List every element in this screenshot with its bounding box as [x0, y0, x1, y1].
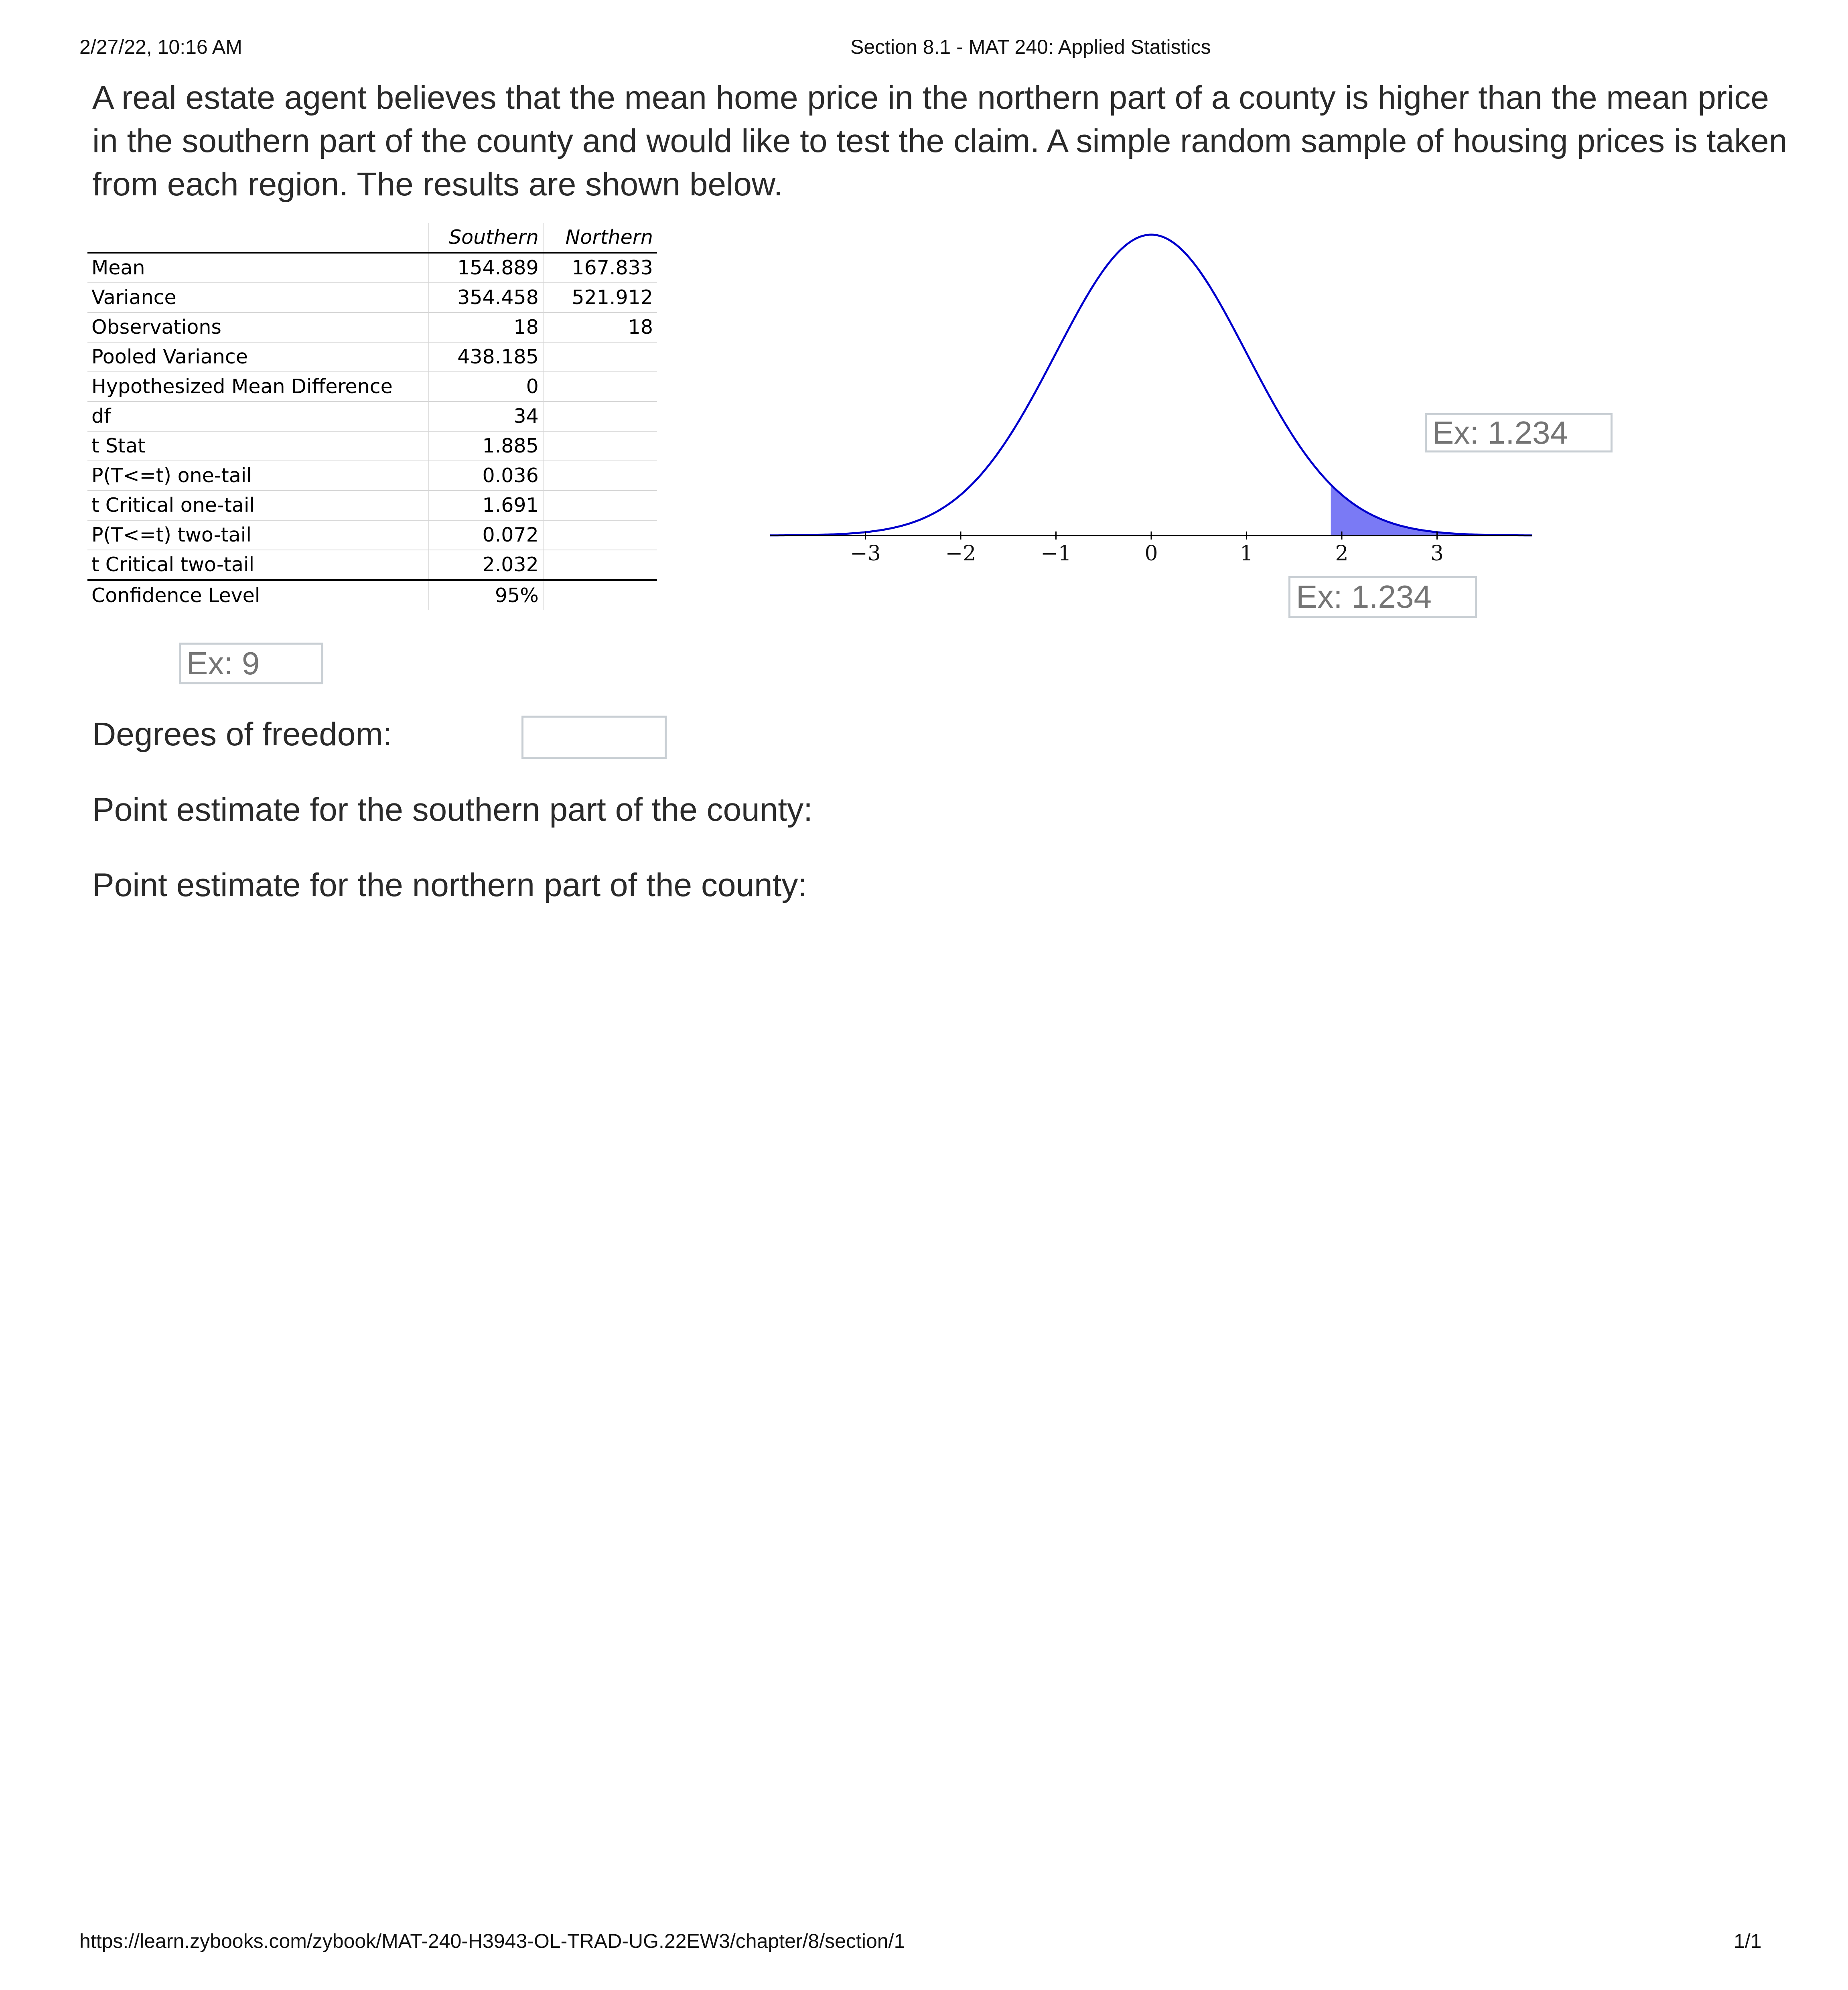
print-date: 2/27/22, 10:16 AM — [79, 36, 242, 58]
row-label: df — [87, 402, 429, 431]
row-label: Confidence Level — [87, 580, 429, 611]
degrees-of-freedom-label: Degrees of freedom: — [92, 716, 392, 753]
row-label: Hypothesized Mean Difference — [87, 372, 429, 402]
row-label: Variance — [87, 283, 429, 312]
x-tick-label: 2 — [1335, 542, 1349, 566]
table-body — [87, 253, 657, 610]
table-row — [87, 550, 657, 580]
table-row — [87, 431, 657, 461]
northern-value — [543, 550, 657, 580]
table-row — [87, 342, 657, 372]
distribution-curve — [770, 235, 1532, 536]
table-header-cell — [87, 223, 429, 253]
northern-value — [543, 431, 657, 461]
table-row — [87, 312, 657, 342]
northern-value — [543, 520, 657, 550]
critical-value-input[interactable] — [1288, 576, 1477, 618]
southern-value: 154.889 — [429, 253, 543, 283]
southern-value: 0.072 — [429, 520, 543, 550]
x-tick-label: 0 — [1144, 542, 1158, 566]
southern-value: 95% — [429, 580, 543, 611]
northern-value — [543, 372, 657, 402]
northern-value — [543, 580, 657, 611]
row-label: Observations — [87, 312, 429, 342]
northern-value — [543, 402, 657, 431]
northern-value: 167.833 — [543, 253, 657, 283]
southern-value: 0 — [429, 372, 543, 402]
x-axis-ticks — [850, 531, 1444, 566]
row-label: Pooled Variance — [87, 342, 429, 372]
northern-value — [543, 342, 657, 372]
row-label: P(T<=t) one-tail — [87, 461, 429, 491]
southern-value: 1.885 — [429, 431, 543, 461]
row-label: P(T<=t) two-tail — [87, 520, 429, 550]
table-row — [87, 580, 657, 611]
northern-value — [543, 491, 657, 520]
southern-value: 354.458 — [429, 283, 543, 312]
row-label: Mean — [87, 253, 429, 283]
northern-value: 18 — [543, 312, 657, 342]
row-label: t Critical one-tail — [87, 491, 429, 520]
t-distribution-chart — [762, 217, 1540, 578]
row-label: t Critical two-tail — [87, 550, 429, 580]
southern-value: 18 — [429, 312, 543, 342]
x-tick-label: −3 — [850, 542, 881, 566]
northern-point-estimate-label: Point estimate for the northern part of the county: — [92, 867, 807, 903]
x-tick-label: −2 — [945, 542, 976, 566]
table-header-row — [87, 223, 657, 253]
table-row — [87, 372, 657, 402]
southern-value: 2.032 — [429, 550, 543, 580]
print-page-title: Section 8.1 - MAT 240: Applied Statistics — [850, 36, 1211, 58]
x-tick-label: 3 — [1430, 542, 1444, 566]
table-row — [87, 520, 657, 550]
row-label: t Stat — [87, 431, 429, 461]
table-row — [87, 491, 657, 520]
table-header-northern: Northern — [543, 223, 657, 253]
shaded-right-tail — [1331, 485, 1532, 536]
southern-value: 438.185 — [429, 342, 543, 372]
northern-value: 521.912 — [543, 283, 657, 312]
print-url: https://learn.zybooks.com/zybook/MAT-240-H3943-OL-TRAD-UG.22EW3/chapter/8/section/1 — [79, 1930, 905, 1952]
test-statistic-input[interactable] — [1425, 413, 1613, 452]
print-page-number: 1/1 — [1734, 1930, 1762, 1952]
southern-value: 0.036 — [429, 461, 543, 491]
problem-intro: A real estate agent believes that the mean home price in the northern part of a county is higher than the mean price in the southern part of the county and would like to test the claim. A simple random sample of housing prices is taken from each region. The results are shown below. — [92, 79, 1787, 203]
table-row — [87, 402, 657, 431]
northern-value — [543, 461, 657, 491]
southern-value: 1.691 — [429, 491, 543, 520]
x-tick-label: 1 — [1239, 542, 1254, 566]
example-df-input[interactable] — [179, 643, 323, 684]
table-row — [87, 253, 657, 283]
table-header-southern: Southern — [429, 223, 543, 253]
x-tick-label: −1 — [1041, 542, 1071, 566]
southern-point-estimate-label: Point estimate for the southern part of the county: — [92, 791, 813, 828]
degrees-of-freedom-input[interactable] — [521, 716, 667, 759]
southern-value: 34 — [429, 402, 543, 431]
table-row — [87, 283, 657, 312]
results-table — [87, 223, 657, 610]
table-row — [87, 461, 657, 491]
